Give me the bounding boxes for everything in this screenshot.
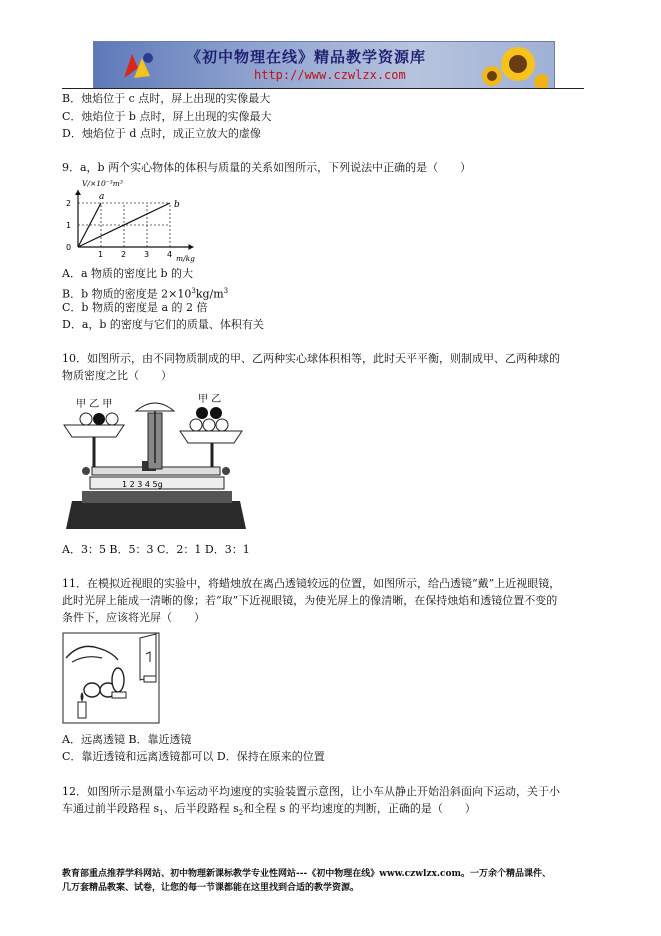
sunflower-icon <box>478 44 548 88</box>
footer-line1: 教育部重点推荐学科网站、初中物理新课标教学专业性网站---《初中物理在线》www.czwlzx.com。一万余个精品课件、 <box>62 869 552 879</box>
q12-stem-line1: 12．如图所示是测量小车运动平均速度的实验装置示意图，让小车从静止开始沿斜面向下运动，关于小 <box>62 785 560 798</box>
q10-options: A．3：5 B．5：3 C．2：1 D．3：1 <box>62 543 250 556</box>
y-tick-label: 2 <box>66 199 72 208</box>
banner-title: 《初中物理在线》精品教学资源库 <box>186 48 427 66</box>
footer-line2: 几万套精品教案、试卷，让您的每一节课都能在这里找到合适的教学资源。 <box>62 883 360 893</box>
q11-options-ab: A．远离透镜 B．靠近透镜 <box>62 733 192 746</box>
x-tick-label: 1 <box>98 250 104 259</box>
logo-icon <box>118 48 158 84</box>
q9-option-b-exp: 3 <box>191 287 196 295</box>
q9-option-c: C．b 物质的密度是 a 的 2 倍 <box>62 301 208 314</box>
header-banner <box>93 41 555 89</box>
q10-stem-line2: 物质密度之比（ ） <box>62 369 172 382</box>
series-line-a <box>78 203 101 247</box>
y-axis-label: V/×10⁻³m³ <box>82 179 123 188</box>
q12-stem-part2: 、后半段路程 s <box>163 802 239 815</box>
q9-option-b-unit-exp: 3 <box>223 287 229 295</box>
q8-option-b: B．烛焰位于 c 点时，屏上出现的实像最大 <box>62 92 271 105</box>
myopia-experiment-figure <box>62 632 160 724</box>
x-axis-label: m/kg <box>176 254 195 263</box>
q11-stem-line2: 此时光屏上能成一清晰的像；若“取”下近视眼镜，为使光屏上的像清晰，在保持烛焰和透镜位置不变的 <box>62 594 558 607</box>
scale-numbers: 1 2 3 4 5g <box>122 480 163 489</box>
q9-option-b-text: B．b 物质的密度是 2×10 <box>62 287 192 301</box>
x-tick-label: 2 <box>121 250 127 259</box>
q12-stem-line2 <box>62 802 476 820</box>
right-pan-labels: 甲 乙 <box>198 394 222 405</box>
q9-option-b <box>62 284 228 302</box>
q10-stem-line1: 10．如图所示，由不同物质制成的甲、乙两种实心球体积相等，此时天平平衡，则制成甲、乙两种球的 <box>62 352 560 365</box>
q12-stem-part1: 车通过前半段路程 s <box>62 802 160 815</box>
banner-url[interactable]: http://www.czwlzx.com <box>254 68 406 82</box>
y-tick-label: 1 <box>66 221 72 230</box>
q12-sub-1: 1 <box>159 809 164 818</box>
x-axis-arrow <box>189 244 194 250</box>
q8-option-d: D．烛焰位于 d 点时，成正立放大的虚像 <box>62 127 261 140</box>
q11-stem-line1: 11．在模拟近视眼的实验中，将蜡烛放在离凸透镜较远的位置，如图所示，给凸透镜“戴”上近视眼镜， <box>62 577 561 590</box>
balance-figure <box>62 393 250 533</box>
volume-mass-chart <box>60 177 220 269</box>
q9-option-d: D．a，b 的密度与它们的质量、体积有关 <box>62 318 264 331</box>
x-tick-label: 3 <box>144 250 150 259</box>
q11-stem-line3: 条件下，应该将光屏（ ） <box>62 611 205 624</box>
y-tick-label: 0 <box>66 243 72 252</box>
series-label-a: a <box>99 192 105 202</box>
q11-options-cd: C．靠近透镜和远离透镜都可以 D．保持在原来的位置 <box>62 750 325 763</box>
q12-sub-2: 2 <box>238 809 244 818</box>
y-axis-arrow <box>75 190 81 195</box>
x-tick-label: 4 <box>167 250 173 259</box>
q9-stem: 9．a，b 两个实心物体的体积与质量的关系如图所示，下列说法中正确的是（ ） <box>62 161 472 174</box>
q12-stem-part3: 和全程 s 的平均速度的判断，正确的是（ ） <box>243 802 476 815</box>
header-rule <box>62 88 584 89</box>
left-pan-labels: 甲 乙 甲 <box>76 399 113 410</box>
q8-option-c: C．烛焰位于 b 点时，屏上出现的实像最大 <box>62 110 272 123</box>
series-label-b: b <box>174 200 180 210</box>
q9-option-a: A．a 物质的密度比 b 的大 <box>62 267 194 280</box>
q9-option-b-unit: kg/m <box>195 287 224 301</box>
